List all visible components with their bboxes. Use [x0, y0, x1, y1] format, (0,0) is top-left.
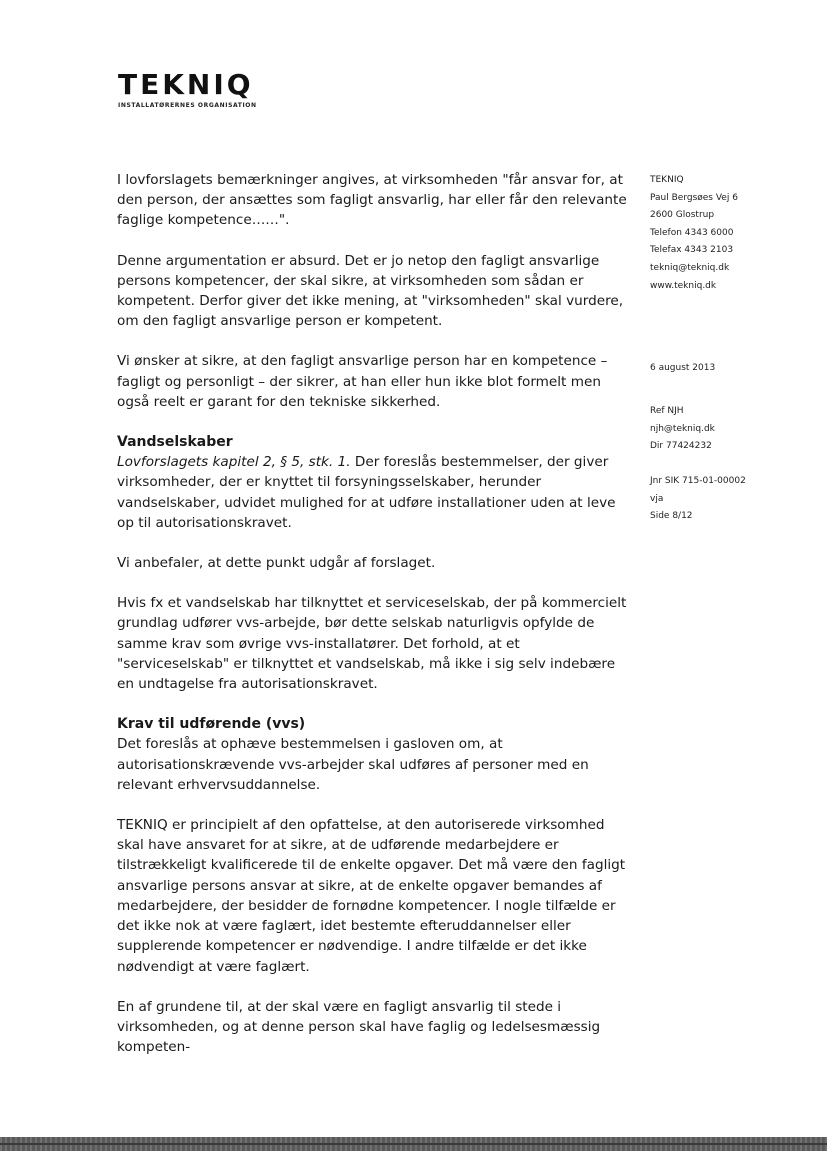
logo-subtitle: INSTALLATØRERNES ORGANISATION: [118, 102, 257, 109]
sender-address: [650, 172, 800, 295]
sender-org: TEKNIQ: [650, 175, 684, 185]
paragraph: Hvis fx et vandselskab har tilknyttet et serviceselskab, der på kommercielt grundlag udfører vvs-arbejde, bør dette selskab naturligvis opfylde de samme krav som øvrige vvs-installatører. Det forhold, at et "serviceselskab" er tilknyttet et vandselskab, må ikke i sig selv indebære en undtagelse fra autorisationskravet.: [117, 595, 627, 693]
paragraph: En af grundene til, at der skal være en fagligt ansvarlig til stede i virksomheden, og at denne person skal have faglig og ledelsesmæssig kompeten-: [117, 998, 601, 1056]
sender-web: www.tekniq.dk: [650, 280, 717, 291]
ref-email: njh@tekniq.dk: [650, 423, 715, 434]
journal-number: Jnr SIK 715-01-00002: [650, 476, 746, 486]
letter-date: [650, 360, 800, 378]
journal-block: [650, 473, 800, 526]
page-number: Side 8/12: [650, 511, 693, 522]
paragraph: Denne argumentation er absurd. Det er jo netop den fagligt ansvarlige persons kompetencer, der skal sikre, at virksomheden som sådan er kompetent. Derfor giver det ikke mening, at "virksomheden" skal vurdere, om den fagligt ansvarlige person er kompetent.: [117, 252, 624, 330]
section-heading-krav-til-udforende: Krav til udførende (vvs): [117, 716, 306, 733]
letter-body: [117, 170, 629, 1057]
scan-edge-bar: [0, 1137, 827, 1151]
paragraph: Vi ønsker at sikre, at den fagligt ansvarlige person har en kompetence – fagligt og personligt – der sikrer, at han eller hun ikke blot formelt men også reelt er garant for den tekniske sikkerhed.: [117, 353, 608, 410]
law-reference: Lovforslagets kapitel 2, § 5, stk. 1.: [117, 454, 351, 471]
section-body: [117, 452, 629, 533]
paragraph: TEKNIQ er principielt af den opfattelse, at den autoriserede virksomhed skal have ansvaret for at sikre, at de udførende medarbejdere er tilstrækkeligt kvalificerede til de enkelte opgaver. Det må være den fagligt ansvarlige persons ansvar at sikre, at de enkelte opgaver bemandes af medarbejdere, der besidder de fornødne kompetencer. I nogle tilfælde er det ikke nok at være faglært, idet bestemte efteruddannelser eller supplerende kompetencer er nødvendige. I andre tilfælde er det ikke nødvendigt at være faglært.: [117, 817, 626, 975]
section-body-text: Der foreslås bestemmelser, der giver virksomheder, der er knyttet til forsyningsselskaber, herunder vandselskaber, udvidet mulighed for at udføre installationer uden at leve op til autorisationskravet.: [117, 454, 616, 531]
sender-street: Paul Bergsøes Vej 6: [650, 192, 738, 203]
date-text: 6 august 2013: [650, 363, 716, 373]
sender-city: 2600 Glostrup: [650, 210, 715, 221]
tekniq-logo: [118, 70, 257, 109]
sender-fax: Telefax 4343 2103: [650, 245, 734, 256]
logo-wordmark: TEKNIQ: [118, 68, 254, 101]
reference-block: [650, 403, 800, 456]
ref-initials: Ref NJH: [650, 406, 684, 416]
paragraph: Vi anbefaler, at dette punkt udgår af forslaget.: [117, 555, 436, 572]
sender-email: tekniq@tekniq.dk: [650, 262, 730, 273]
journal-initials: vja: [650, 493, 664, 504]
ref-direct-phone: Dir 77424232: [650, 441, 712, 452]
sender-phone: Telefon 4343 6000: [650, 227, 734, 238]
paragraph: I lovforslagets bemærkninger angives, at virksomheden "får ansvar for, at den person, der ansættes som fagligt ansvarlig, har eller får den relevante faglige kompetence……".: [117, 172, 627, 229]
section-body: Det foreslås at ophæve bestemmelsen i gasloven om, at autorisationskrævende vvs-arbejder skal udføres af personer med en relevant erhvervsuddannelse.: [117, 736, 589, 793]
section-heading-vandselskaber: Vandselskaber: [117, 434, 233, 451]
